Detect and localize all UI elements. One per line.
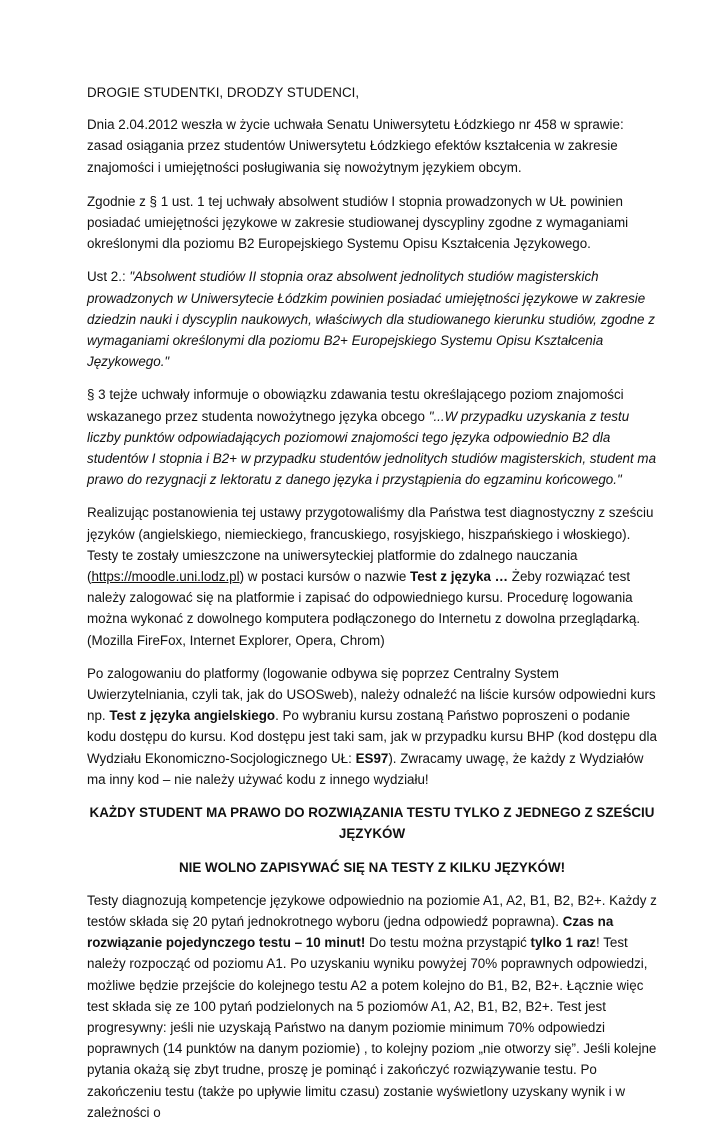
paragraph-section-2	[87, 266, 657, 372]
test-info-text-3: Żeby rozwiązać test należy zalogować się na platformie i zapisać do odpowiedniego kursu. Procedurę logowania można wykonać z dowolnego komputera podłączonego do Internetu z dowolna przeglądarką. (Mozilla FireFox, Internet Explorer, Opera, Chrom)	[87, 569, 641, 648]
paragraph-test-info	[87, 502, 657, 650]
test-info-text-2: ) w postaci kursów o nazwie	[239, 569, 411, 585]
test-rules-text-1: Testy diagnozują kompetencje językowe odpowiednio na poziomie A1, A2, B1, B2, B2+. Każdy z testów składa się 20 pytań jednokrotnego wyboru (jedna odpowiedź poprawna).	[87, 892, 657, 929]
moodle-link[interactable]: https://moodle.uni.lodz.pl	[91, 569, 240, 585]
test-course-name: Test z języka …	[410, 569, 509, 585]
test-rules-text-3: ! Test należy rozpocząć od poziomu A1. Po uzyskaniu wyniku powyżej 70% poprawnych odpowiedzi, możliwe będzie przejście do kolejnego testu A2 a potem kolejno do B1, B2, B2+. Łącznie więc test składa się ze 100 pytań podzielonych na 5 poziomów A1, A2, B1, B2, B2+. Test jest progresywny: jeśli nie uzyskają Państwo na danym poziomie minimum 70% odpowiedzi poprawnych (14 punktów na danym poziomie) , to kolejny poziom „nie otworzy się”. Jeśli kolejne pytania okażą się zbyt trudne, proszę je pominąć i zakończyć rozwiązywanie testu. Po zakończeniu testu (także po upływie limitu czasu) zostanie wyświetlony uzyskany wynik i w zależności o	[87, 935, 657, 1120]
login-info-text-1: Po zalogowaniu do platformy (logowanie odbywa się poprzez Centralny System Uwierzytelniania, czyli tak, jak do USOSweb), należy odnaleźć na liście kursów odpowiedni kurs np.	[87, 665, 656, 724]
document-body	[87, 82, 657, 1135]
paragraph-login-info	[87, 663, 657, 790]
login-info-text-3: ). Zwracamy uwagę, że każdy z Wydziałów ma inny kod – nie należy używać kodu z innego wydziału!	[87, 750, 644, 787]
section-2-label: Ust 2.:	[87, 269, 130, 285]
course-example-name: Test z języka angielskiego	[109, 708, 276, 724]
paragraph-resolution-intro: Dnia 2.04.2012 weszła w życie uchwała Senatu Uniwersytetu Łódzkiego nr 458 w sprawie: zasad osiągania przez studentów Uniwersytetu Łódzkiego efektów kształcenia w zakresie znajomości i umiejętności posługiwania się nowożytnym językiem obcym.	[87, 117, 624, 175]
notice-no-multiple: NIE WOLNO ZAPISYWAĆ SIĘ NA TESTY Z KILKU JĘZYKÓW!	[178, 859, 566, 875]
paragraph-test-rules	[87, 890, 657, 1123]
attempt-limit: tylko 1 raz	[530, 935, 596, 951]
section-2-quote: "Absolwent studiów II stopnia oraz absolwent jednolitych studiów magisterskich prowadzonych w Uniwersytecie Łódzkim powinien posiadać umiejętności językowe w zakresie dziedzin nauki i dyscyplin naukowych, właściwych dla studiowanego kierunku studiów, zgodne z wymaganiami określonymi dla poziomu B2+ Europejskiego Systemu Opisu Kształcenia Językowego."	[87, 269, 655, 370]
greeting: DROGIE STUDENTKI, DRODZY STUDENCI,	[87, 85, 360, 100]
test-rules-text-2: Do testu można przystąpić	[365, 935, 531, 951]
access-code: ES97	[355, 750, 389, 766]
paragraph-section-3	[87, 384, 657, 490]
login-info-text-2: . Po wybraniu kursu zostaną Państwo poproszeni o podanie kodu dostępu do kursu. Kod dostępu jest taki sam, jak w przypadku kursu BHP (kod dostępu dla Wydziału Ekonomiczno-Socjologicznego UŁ:	[87, 708, 657, 766]
time-limit: Czas na rozwiązanie pojedynczego testu – 10 minut!	[87, 913, 614, 951]
paragraph-section-1: Zgodnie z § 1 ust. 1 tej uchwały absolwent studiów I stopnia prowadzonych w UŁ powinien posiadać umiejętności językowe w zakresie studiowanej dyscypliny zgodne z wymaganiami określonymi dla poziomu B2 Europejskiego Systemu Opisu Kształcenia Językowego.	[87, 193, 629, 252]
section-3-text: § 3 tejże uchwały informuje o obowiązku zdawania testu określającego poziom znajomości wskazanego przez studenta nowożytnego języka obcego	[87, 387, 624, 424]
notice-one-language: KAŻDY STUDENT MA PRAWO DO ROZWIĄZANIA TESTU TYLKO Z JEDNEGO Z SZEŚCIU JĘZYKÓW	[89, 805, 655, 842]
section-3-quote: "...W przypadku uzyskania z testu liczby punktów odpowiadających poziomowi znajomości tego języka odpowiednio B2 dla studentów I stopnia i B2+ w przypadku studentów jednolitych studiów magisterskich, student ma prawo do rezygnacji z lektoratu z danego języka i przystąpienia do egzaminu końcowego."	[87, 408, 657, 488]
test-info-text-1: Realizując postanowienia tej ustawy przygotowaliśmy dla Państwa test diagnostyczny z sześciu języków (angielskiego, niemieckiego, francuskiego, rosyjskiego, hiszpańskiego i włoskiego). Testy te zostały umieszczone na uniwersyteckiej platformie do zdalnego nauczania (	[87, 505, 654, 585]
